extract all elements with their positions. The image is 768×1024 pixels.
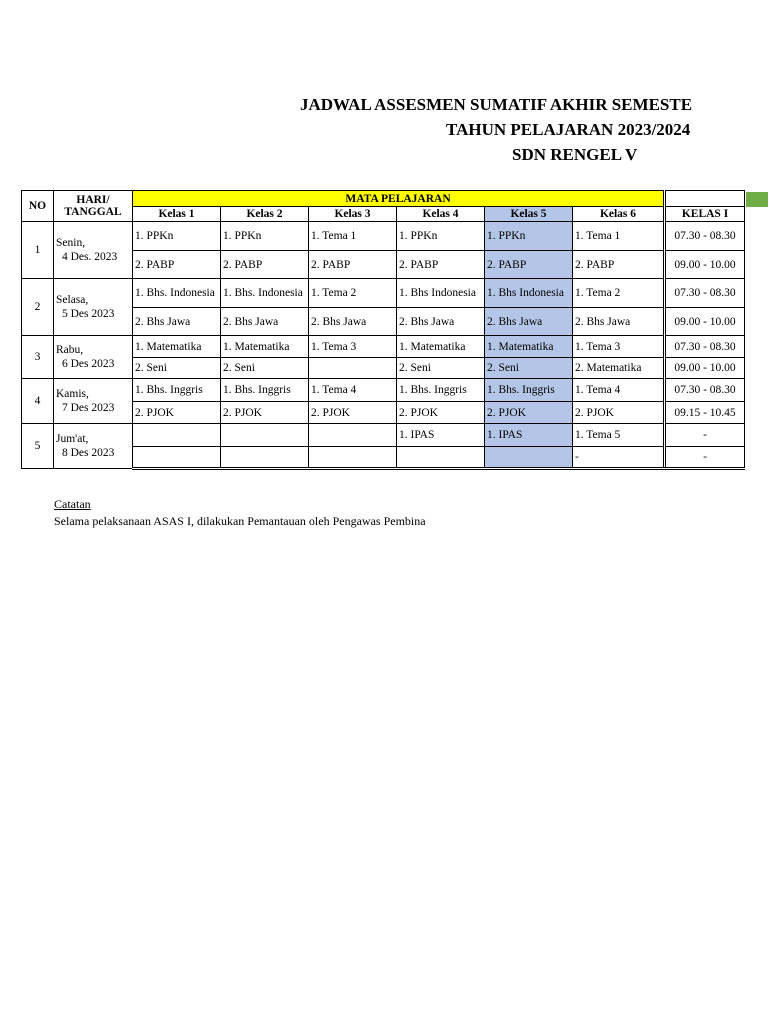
time-cell: -: [665, 447, 745, 469]
subject-cell-kelas-5: 1. Matematika: [485, 336, 573, 358]
subject-cell-kelas-1: 1. PPKn: [133, 222, 221, 251]
subject-cell-kelas-3: 2. PABP: [309, 251, 397, 279]
day-date-cell: [54, 279, 133, 336]
day-date: 8 Des 2023: [62, 447, 115, 459]
header-kelas-2: Kelas 2: [221, 207, 309, 222]
subject-cell-kelas-6: 1. Tema 4: [573, 379, 665, 402]
subject-cell-kelas-5: 2. Seni: [485, 358, 573, 379]
day-date: 5 Des 2023: [62, 308, 115, 320]
subject-cell-kelas-1: 2. PABP: [133, 251, 221, 279]
subject-cell-kelas-2: [221, 424, 309, 447]
header-hari-tanggal: [54, 191, 133, 222]
header-mata-pelajaran: MATA PELAJARAN: [133, 191, 665, 207]
subject-cell-kelas-5: 1. PPKn: [485, 222, 573, 251]
subject-cell-kelas-3: 2. PJOK: [309, 402, 397, 424]
subject-cell-kelas-6: -: [573, 447, 665, 469]
subject-cell-kelas-4: 1. Bhs Indonesia: [397, 279, 485, 308]
subject-cell-kelas-3: [309, 358, 397, 379]
notes-heading: Catatan: [54, 497, 91, 511]
day-date: 6 Des 2023: [62, 358, 115, 370]
subject-cell-kelas-4: 1. Matematika: [397, 336, 485, 358]
schedule-table: [21, 190, 745, 470]
subject-cell-kelas-6: 2. PJOK: [573, 402, 665, 424]
day-name: Senin,: [56, 237, 86, 249]
subject-cell-kelas-2: [221, 447, 309, 469]
time-cell: 07.30 - 08.30: [665, 379, 745, 402]
subject-cell-kelas-6: 1. Tema 3: [573, 336, 665, 358]
day-date: 7 Des 2023: [62, 402, 115, 414]
day-date-cell: [54, 222, 133, 279]
subject-cell-kelas-6: 1. Tema 5: [573, 424, 665, 447]
subject-cell-kelas-4: 2. Seni: [397, 358, 485, 379]
header-kelas-5: Kelas 5: [485, 207, 573, 222]
table-row: [22, 279, 745, 308]
header-kelas-4: Kelas 4: [397, 207, 485, 222]
subject-cell-kelas-1: [133, 424, 221, 447]
subject-cell-kelas-2: 2. Bhs Jawa: [221, 308, 309, 336]
subject-cell-kelas-6: 2. Bhs Jawa: [573, 308, 665, 336]
subject-cell-kelas-1: 2. PJOK: [133, 402, 221, 424]
subject-cell-kelas-5: 2. PJOK: [485, 402, 573, 424]
day-name: Rabu,: [56, 344, 84, 356]
subject-cell-kelas-3: 1. Tema 2: [309, 279, 397, 308]
time-cell: 09.00 - 10.00: [665, 251, 745, 279]
subject-cell-kelas-1: 1. Bhs. Inggris: [133, 379, 221, 402]
header-kelas-3: Kelas 3: [309, 207, 397, 222]
title-line-2: TAHUN PELAJARAN 2023/2024: [446, 120, 691, 139]
green-accent-block: [746, 192, 768, 207]
subject-cell-kelas-3: 2. Bhs Jawa: [309, 308, 397, 336]
subject-cell-kelas-5: 2. Bhs Jawa: [485, 308, 573, 336]
subject-cell-kelas-5: 1. IPAS: [485, 424, 573, 447]
subject-cell-kelas-4: [397, 447, 485, 469]
subject-cell-kelas-4: 2. Bhs Jawa: [397, 308, 485, 336]
subject-cell-kelas-3: 1. Tema 4: [309, 379, 397, 402]
header-tanggal: TANGGAL: [64, 206, 122, 218]
day-date-cell: [54, 379, 133, 424]
subject-cell-kelas-2: 2. PABP: [221, 251, 309, 279]
subject-cell-kelas-5: 1. Bhs. Inggris: [485, 379, 573, 402]
subject-cell-kelas-6: 2. Matematika: [573, 358, 665, 379]
subject-cell-kelas-4: 2. PJOK: [397, 402, 485, 424]
day-date-cell: [54, 424, 133, 469]
time-cell: 07.30 - 08.30: [665, 279, 745, 308]
subject-cell-kelas-4: 1. IPAS: [397, 424, 485, 447]
subject-cell-kelas-1: 1. Bhs. Indonesia: [133, 279, 221, 308]
subject-cell-kelas-4: 2. PABP: [397, 251, 485, 279]
day-name: Kamis,: [56, 388, 89, 400]
day-number: 3: [22, 336, 54, 379]
header-hari: HARI/: [76, 194, 110, 206]
header-kelas-1: Kelas 1: [133, 207, 221, 222]
subject-cell-kelas-5: [485, 447, 573, 469]
time-cell: 07.30 - 08.30: [665, 222, 745, 251]
subject-cell-kelas-2: 2. PJOK: [221, 402, 309, 424]
title-line-1: JADWAL ASSESMEN SUMATIF AKHIR SEMESTE: [300, 95, 693, 114]
subject-cell-kelas-6: 2. PABP: [573, 251, 665, 279]
table-row: [22, 424, 745, 447]
header-kelas-i-time: KELAS I: [665, 207, 745, 222]
title-line-3: SDN RENGEL V: [512, 145, 638, 164]
subject-cell-kelas-5: 1. Bhs Indonesia: [485, 279, 573, 308]
subject-cell-kelas-1: 1. Matematika: [133, 336, 221, 358]
table-row: [22, 222, 745, 251]
day-number: 5: [22, 424, 54, 469]
notes-text: Selama pelaksanaan ASAS I, dilakukan Pemantauan oleh Pengawas Pembina: [54, 514, 426, 528]
day-name: Jum'at,: [56, 433, 89, 445]
day-date-cell: [54, 336, 133, 379]
table-row: [22, 336, 745, 358]
subject-cell-kelas-3: 1. Tema 1: [309, 222, 397, 251]
subject-cell-kelas-4: 1. PPKn: [397, 222, 485, 251]
day-number: 4: [22, 379, 54, 424]
subject-cell-kelas-2: 1. Bhs. Inggris: [221, 379, 309, 402]
subject-cell-kelas-3: [309, 447, 397, 469]
subject-cell-kelas-6: 1. Tema 1: [573, 222, 665, 251]
subject-cell-kelas-1: 2. Bhs Jawa: [133, 308, 221, 336]
time-cell: -: [665, 424, 745, 447]
header-kelas-6: Kelas 6: [573, 207, 665, 222]
time-cell: 09.15 - 10.45: [665, 402, 745, 424]
table-row: [22, 379, 745, 402]
subject-cell-kelas-6: 1. Tema 2: [573, 279, 665, 308]
subject-cell-kelas-4: 1. Bhs. Inggris: [397, 379, 485, 402]
time-cell: 07.30 - 08.30: [665, 336, 745, 358]
subject-cell-kelas-1: [133, 447, 221, 469]
day-number: 2: [22, 279, 54, 336]
time-cell: 09.00 - 10.00: [665, 308, 745, 336]
day-number: 1: [22, 222, 54, 279]
subject-cell-kelas-3: [309, 424, 397, 447]
subject-cell-kelas-1: 2. Seni: [133, 358, 221, 379]
subject-cell-kelas-2: 1. Matematika: [221, 336, 309, 358]
subject-cell-kelas-2: 2. Seni: [221, 358, 309, 379]
day-name: Selasa,: [56, 294, 89, 306]
day-date: 4 Des. 2023: [62, 251, 118, 263]
header-green-cell: [665, 191, 745, 207]
header-no: NO: [22, 191, 54, 222]
subject-cell-kelas-5: 2. PABP: [485, 251, 573, 279]
time-cell: 09.00 - 10.00: [665, 358, 745, 379]
subject-cell-kelas-2: 1. PPKn: [221, 222, 309, 251]
subject-cell-kelas-2: 1. Bhs. Indonesia: [221, 279, 309, 308]
subject-cell-kelas-3: 1. Tema 3: [309, 336, 397, 358]
